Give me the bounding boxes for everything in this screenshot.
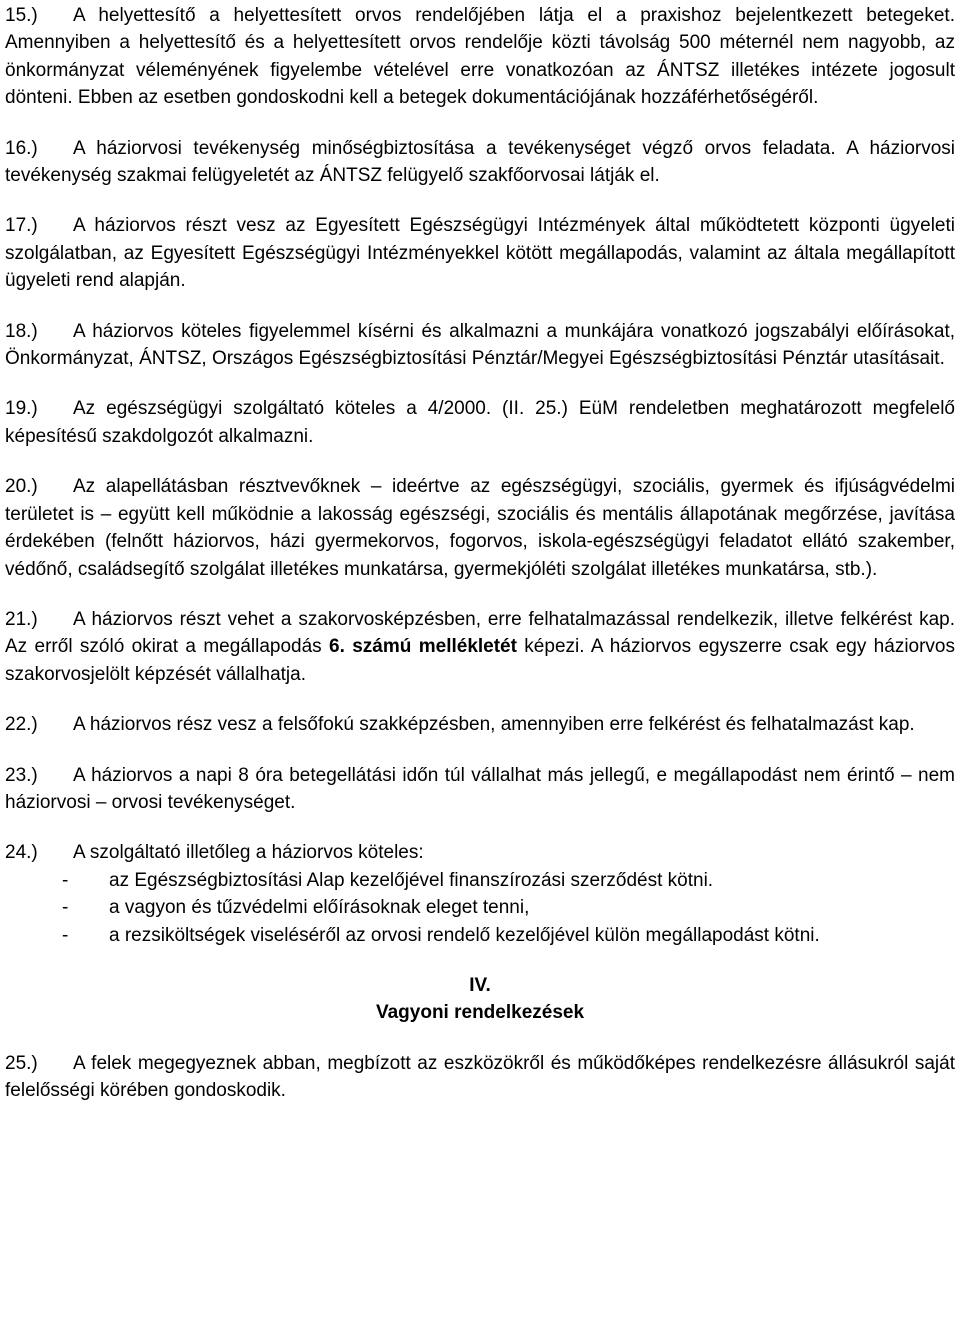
- paragraph-number: 16.): [5, 137, 38, 159]
- list-item-text: a vagyon és tűzvédelmi előírásoknak eleget tenni,: [109, 897, 530, 919]
- paragraph-text: A háziorvos a napi 8 óra betegellátási időn túl vállalhat más jellegű, e megállapodást nem érintő – nem háziorvosi – orvosi tevékenységet.: [5, 764, 955, 813]
- paragraph-number: 17.): [5, 215, 38, 237]
- list-item: [5, 867, 955, 894]
- list-dash: -: [62, 924, 69, 946]
- document-page: [5, 2, 955, 1128]
- paragraph-number: 15.): [5, 5, 38, 26]
- paragraph-text: A háziorvos részt vehet a szakorvosképzésben, erre felhatalmazással rendelkezik, illetve felkérést kap. Az erről szóló okirat a megállapodás: [5, 608, 955, 658]
- list-dash: -: [62, 897, 69, 919]
- paragraph-number: 19.): [5, 398, 38, 420]
- paragraph-text: A háziorvos részt vesz az Egyesített Egészségügyi Intézmények által működtetett központi ügyeleti szolgálatban, az Egyesített Egészségügyi Intézményekkel kötött megállapodás, valamint az általa megállapított ügyeleti rend alapján.: [5, 215, 955, 292]
- paragraph-number: 21.): [5, 608, 38, 630]
- list-item: [5, 922, 955, 949]
- list-item-text: az Egészségbiztosítási Alap kezelőjével finanszírozási szerződést kötni.: [109, 869, 714, 891]
- paragraph-22: [5, 711, 955, 738]
- paragraph-text: Az alapellátásban résztvevőknek – ideértve az egészségügyi, szociális, gyermek és ifjúságvédelmi területet is – együtt kell működnie a lakosság egészségi, szociális és mentális állapotának megőrzése, javítása érdekében (felnőtt háziorvos, házi gyermekorvos, fogorvos, iskola-egészségügyi feladatot ellátó szakember, védőnő, családsegítő szolgálat illetékes munkatársa, gyermekjóléti szolgálat illetékes munkatársa, stb.).: [5, 476, 955, 580]
- paragraph-text: A háziorvos rész vesz a felsőfokú szakképzésben, amennyiben erre felkérést és felhatalmazást kap.: [73, 714, 915, 736]
- paragraph-text: A szolgáltató illetőleg a háziorvos köteles:: [73, 842, 424, 864]
- paragraph-23: [5, 762, 955, 817]
- paragraph-bold-reference: 6. számú mellékletét: [329, 636, 517, 658]
- list-dash: -: [62, 869, 69, 891]
- list-item-text: a rezsiköltségek viseléséről az orvosi rendelő kezelőjével külön megállapodást kötni.: [109, 924, 820, 946]
- paragraph-text: Az egészségügyi szolgáltató köteles a 4/2000. (II. 25.) EüM rendeletben meghatározott megfelelő képesítésű szakdolgozót alkalmazni.: [5, 398, 955, 447]
- paragraph-text: A helyettesítő a helyettesített orvos rendelőjében látja el a praxishoz bejelentkezett betegeket. Amennyiben a helyettesítő és a helyettesített orvos rendelője közti távolság 500 méternél nem nagyobb, az önkormányzat véleményének figyelembe vételével erre vonatkozóan az ÁNTSZ illetékes intézete jogosult dönteni. Ebben az esetben gondoskodni kell a betegek dokumentációjának hozzáférhetőségéről.: [5, 5, 955, 109]
- paragraph-19: [5, 395, 955, 450]
- paragraph-text-continued: képezi. A háziorvos egyszerre csak egy háziorvos szakorvosjelölt képzését vállalhatja.: [5, 636, 955, 685]
- paragraph-number: 24.): [5, 842, 38, 864]
- paragraph-text: A háziorvos köteles figyelemmel kísérni és alkalmazni a munkájára vonatkozó jogszabályi előírásokat, Önkormányzat, ÁNTSZ, Országos Egészségbiztosítási Pénztár/Megyei Egészségbiztosítási Pénztár utasításait.: [5, 320, 955, 370]
- paragraph-number: 23.): [5, 764, 38, 786]
- paragraph-25: [5, 1050, 955, 1105]
- paragraph-20: [5, 473, 955, 583]
- list-item: [5, 894, 955, 921]
- paragraph-number: 25.): [5, 1052, 38, 1074]
- paragraph-text: A háziorvosi tevékenység minőségbiztosítása a tevékenységet végző orvos feladata. A háziorvosi tevékenység szakmai felügyeletét az ÁNTSZ felügyelő szakfőorvosai látják el.: [5, 137, 955, 187]
- paragraph-21: [5, 606, 955, 688]
- section-number: IV.: [469, 974, 491, 996]
- paragraph-text: A felek megegyeznek abban, megbízott az eszközökről és működőképes rendelkezésre állásukról saját felelősségi körében gondoskodik.: [5, 1052, 955, 1102]
- paragraph-17: [5, 212, 955, 294]
- paragraph-number: 20.): [5, 476, 38, 498]
- paragraph-number: 18.): [5, 320, 38, 342]
- paragraph-24: [5, 839, 955, 866]
- section-heading: [5, 972, 955, 1027]
- paragraph-18: [5, 318, 955, 373]
- paragraph-16: [5, 135, 955, 190]
- paragraph-number: 22.): [5, 714, 38, 736]
- obligations-list: [5, 867, 955, 949]
- section-title: Vagyoni rendelkezések: [375, 1002, 585, 1024]
- paragraph-15: [5, 2, 955, 112]
